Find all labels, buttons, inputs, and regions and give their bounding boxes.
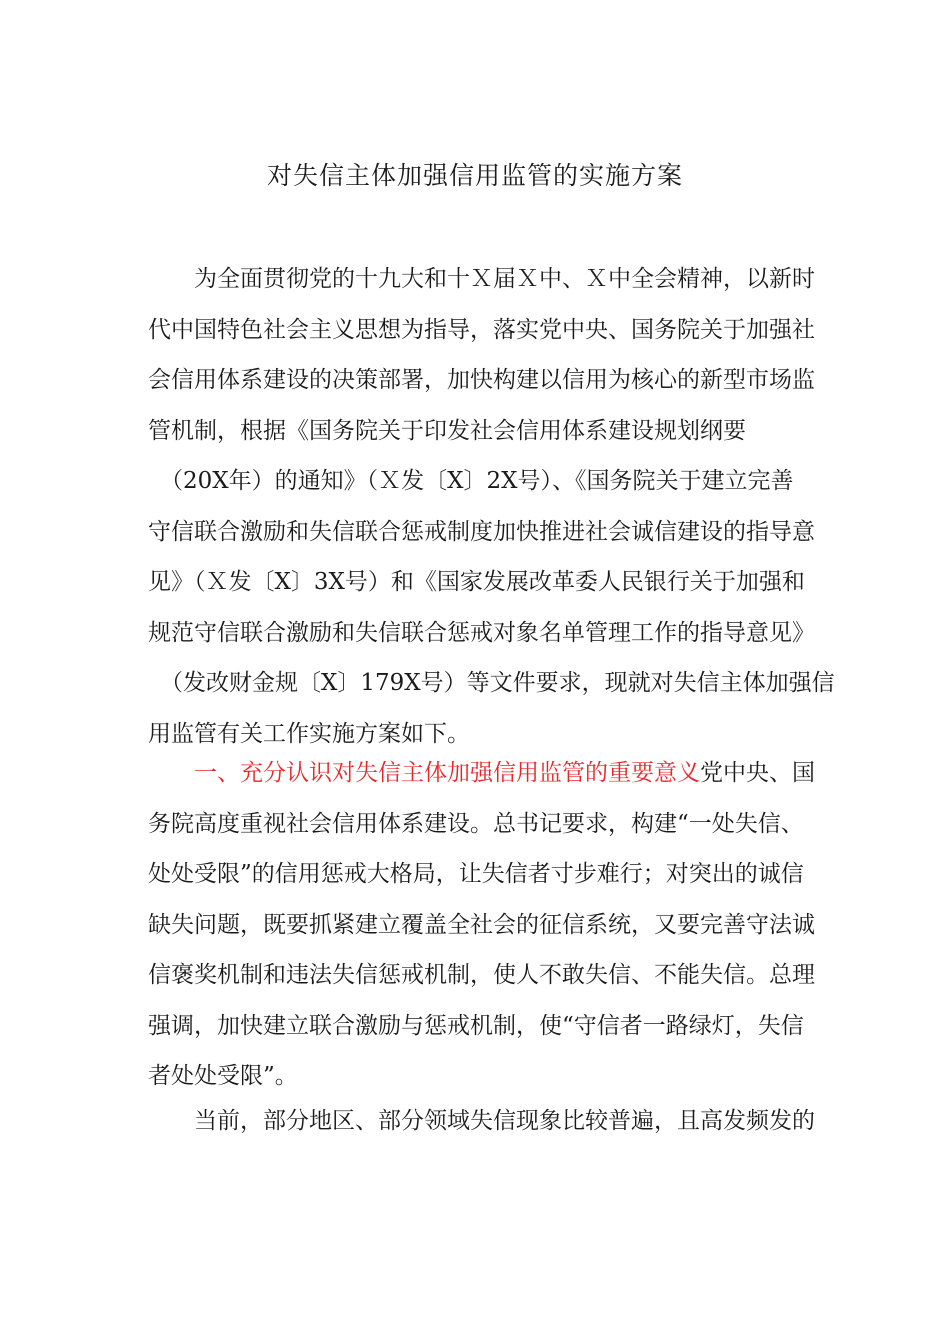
paragraph-line: 守信联合激励和失信联合惩戒制度加快推进社会诚信建设的指导意 — [148, 518, 815, 545]
section-heading-continuation: 党中央、国 — [700, 760, 815, 786]
paragraph-line: 规范守信联合激励和失信联合惩戒对象名单管理工作的指导意见》 — [148, 619, 815, 646]
paragraph-section-1 — [148, 748, 815, 1102]
paragraph-line: （发改财金规〔X〕179X号）等文件要求，现就对失信主体加强信 — [160, 670, 835, 696]
paragraph-intro — [148, 254, 835, 759]
section-heading-line — [148, 748, 815, 799]
paragraph-line: 代中国特色社会主义思想为指导，落实党中央、国务院关于加强社 — [148, 316, 815, 343]
paragraph-line: 处处受限”的信用惩戒大格局，让失信者寸步难行；对突出的诚信 — [148, 861, 804, 887]
paragraph-line: 务院高度重视社会信用体系建设。总书记要求，构建“一处失信、 — [148, 810, 804, 837]
paragraph-line: 缺失问题，既要抓紧建立覆盖全社会的征信系统，又要完善守法诚 — [148, 911, 815, 938]
paragraph-line: （20X年）的通知》（Ｘ发〔X〕2X号）、《国务院关于建立完善 — [160, 468, 794, 494]
paragraph-line: 为全面贯彻党的十九大和十Ｘ届Ｘ中、Ｘ中全会精神，以新时 — [194, 266, 815, 292]
paragraph-line: 当前，部分地区、部分领域失信现象比较普遍，且高发频发的 — [194, 1108, 815, 1134]
paragraph-line: 用监管有关工作实施方案如下。 — [148, 720, 470, 747]
section-heading: 一、充分认识对失信主体加强信用监管的重要意义 — [194, 760, 700, 786]
paragraph-line: 会信用体系建设的决策部署，加快构建以信用为核心的新型市场监 — [148, 367, 815, 393]
document-title: 对失信主体加强信用监管的实施方案 — [266, 161, 683, 190]
paragraph-line: 强调，加快建立联合激励与惩戒机制，使“守信者一路绿灯，失信 — [148, 1012, 804, 1039]
paragraph-current-situation — [148, 1096, 815, 1147]
paragraph-line: 信褒奖机制和违法失信惩戒机制，使人不敢失信、不能失信。总理 — [148, 962, 815, 988]
paragraph-line: 管机制，根据《国务院关于印发社会信用体系建设规划纲要 — [148, 417, 746, 444]
paragraph-line: 见》（Ｘ发〔X〕3X号）和《国家发展改革委人民银行关于加强和 — [148, 569, 805, 595]
paragraph-line: 者处处受限”。 — [148, 1063, 298, 1089]
